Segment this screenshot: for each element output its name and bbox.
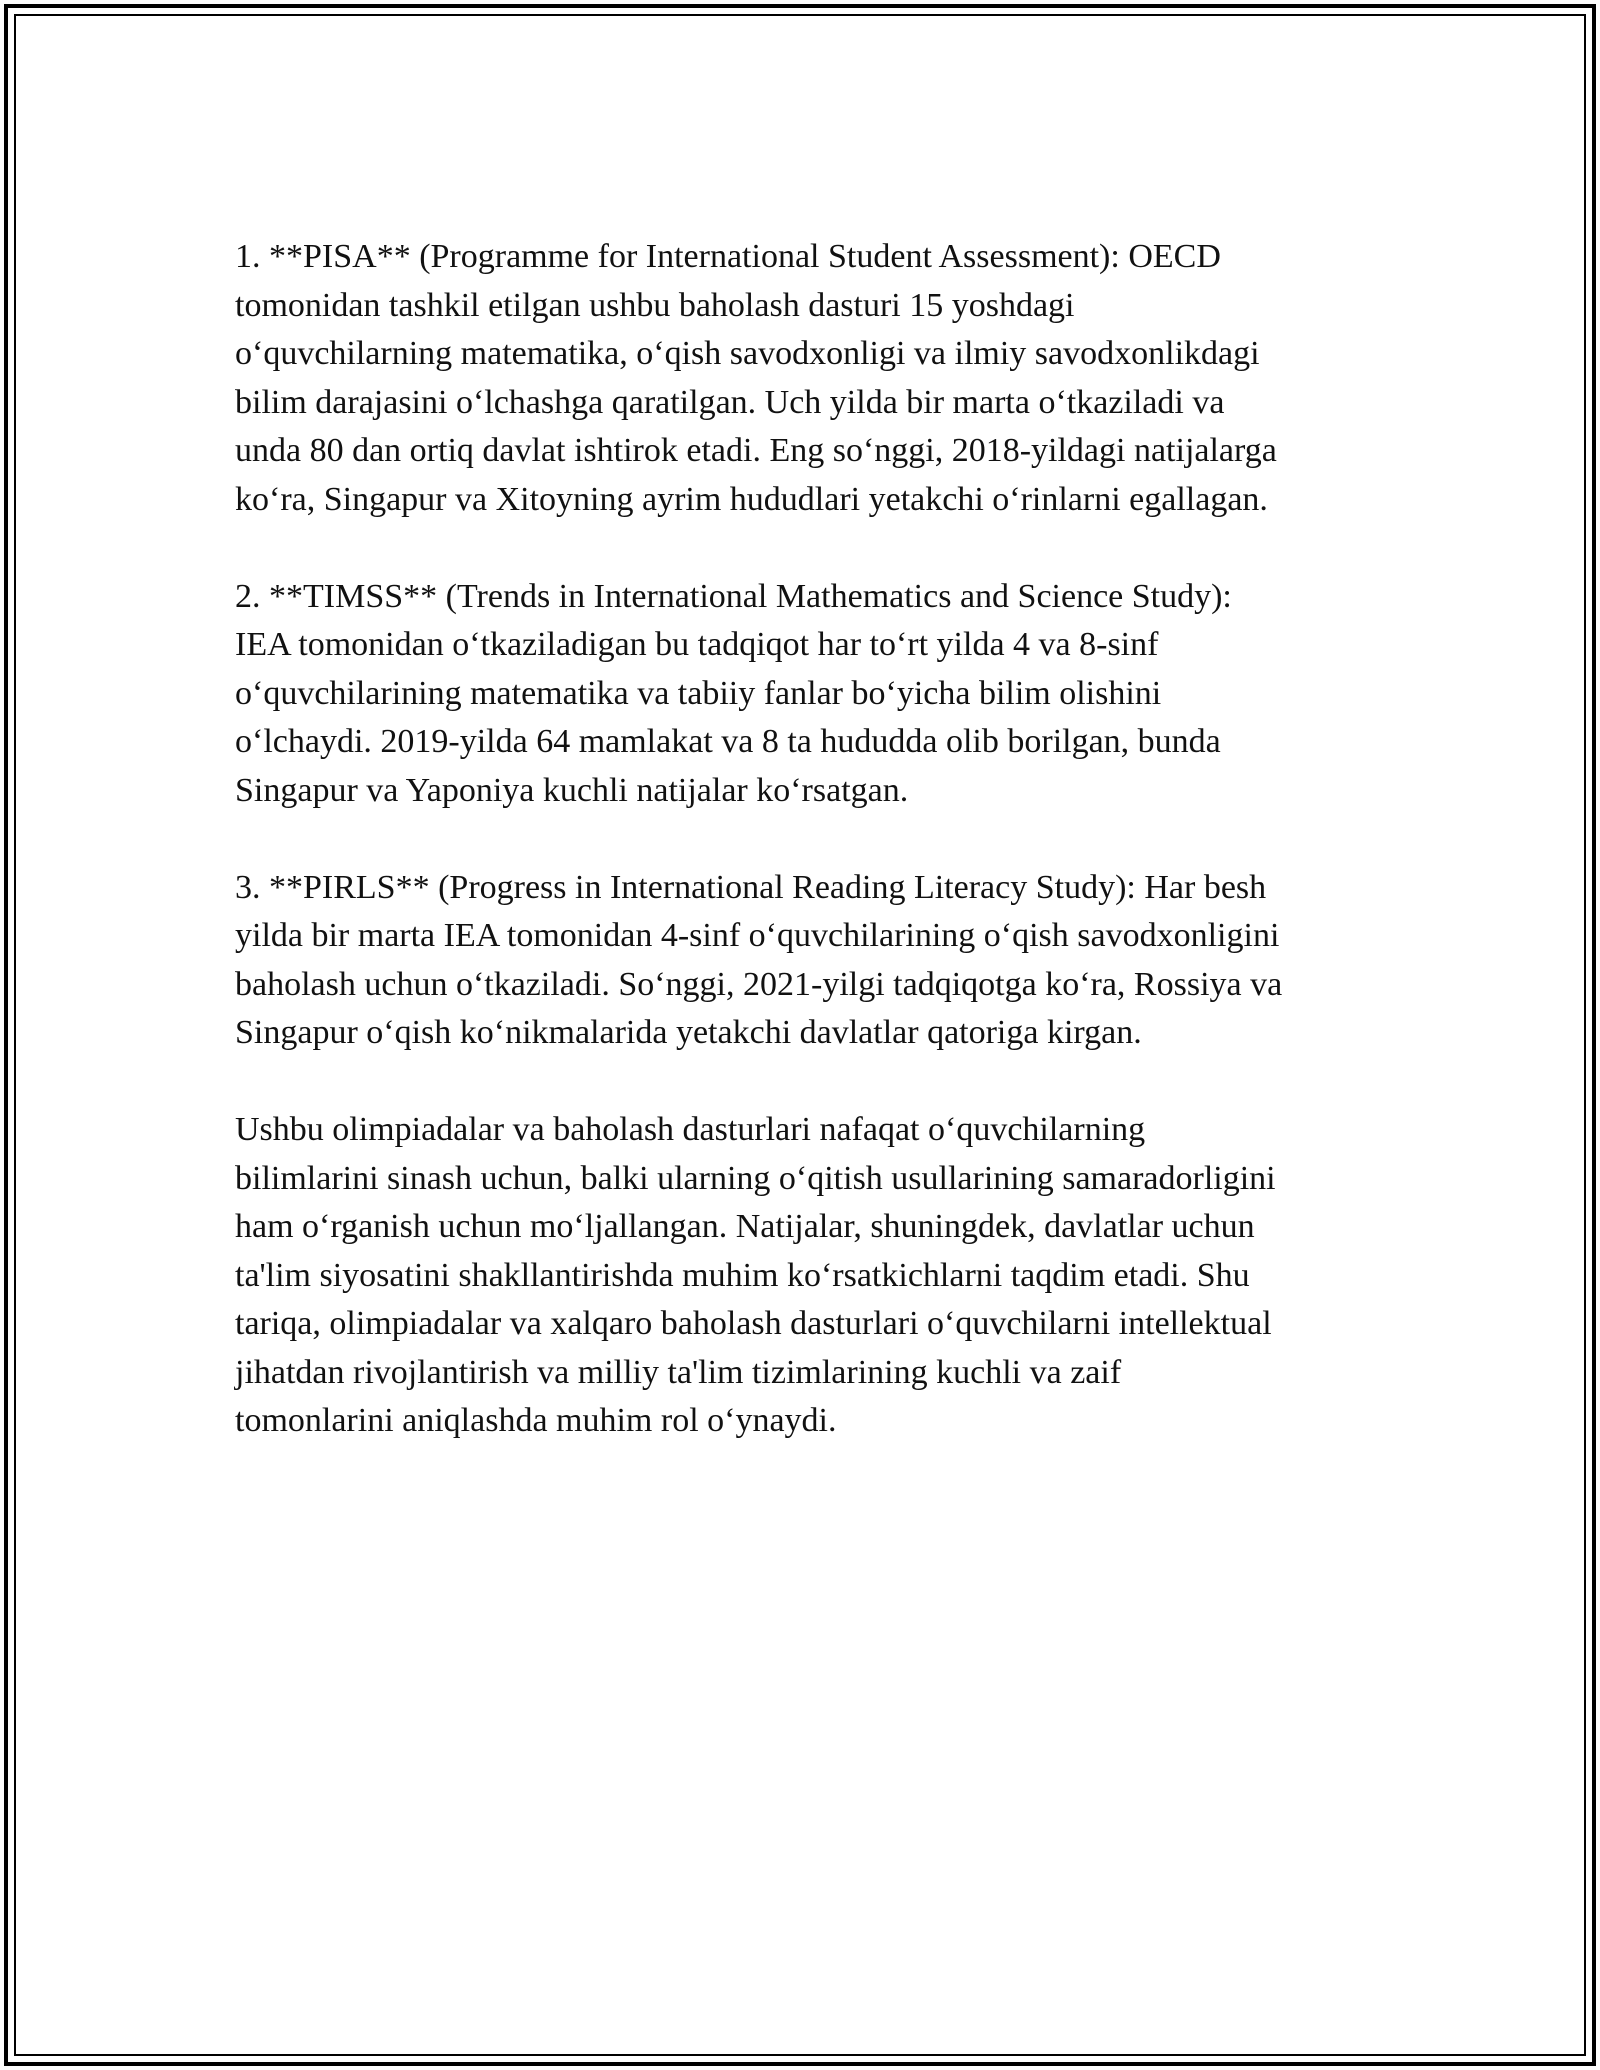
text-line: tomonidan tashkil etilgan ushbu baholash dasturi 15 yoshdagi xyxy=(235,286,1075,324)
text-line: 1. **PISA** (Programme for International Student Assessment): OECD xyxy=(235,238,1221,275)
text-line: IEA tomonidan o‘tkaziladigan bu tadqiqot har to‘rt yilda 4 va 8-sinf xyxy=(235,626,1159,663)
text-line: o‘lchaydi. 2019-yilda 64 mamlakat va 8 ta hududda olib borilgan, bunda xyxy=(235,723,1221,760)
text-line: Singapur o‘qish ko‘nikmalarida yetakchi davlatlar qatoriga kirgan. xyxy=(235,1014,1142,1051)
text-line: o‘quvchilarning matematika, o‘qish savodxonligi va ilmiy savodxonlikdagi xyxy=(235,335,1260,372)
text-line: Singapur va Yaponiya kuchli natijalar ko‘rsatgan. xyxy=(235,771,909,809)
text-line: tomonlarini aniqlashda muhim rol o‘ynaydi. xyxy=(235,1402,837,1439)
paragraph-timss xyxy=(235,573,1385,816)
text-line: jihatdan rivojlantirish va milliy ta'lim tizimlarining kuchli va zaif xyxy=(235,1353,1122,1391)
text-line: ta'lim siyosatini shakllantirishda muhim ko‘rsatkichlarni taqdim etadi. Shu xyxy=(235,1256,1250,1294)
text-line: bilim darajasini o‘lchashga qaratilgan. Uch yilda bir marta o‘tkaziladi va xyxy=(235,383,1225,421)
paragraph-pisa xyxy=(235,233,1385,524)
text-line: ko‘ra, Singapur va Xitoyning ayrim hududlari yetakchi o‘rinlarni egallagan. xyxy=(235,480,1268,518)
text-line: 2. **TIMSS** (Trends in International Mathematics and Science Study): xyxy=(235,577,1232,615)
paragraph-pirls xyxy=(235,864,1385,1058)
text-line: 3. **PIRLS** (Progress in International Reading Literacy Study): Har besh xyxy=(235,868,1267,906)
text-line: bilimlarini sinash uchun, balki ularning o‘qitish usullarining samaradorligini xyxy=(235,1159,1276,1197)
text-line: unda 80 dan ortiq davlat ishtirok etadi. Eng so‘nggi, 2018-yildagi natijalarga xyxy=(235,432,1277,469)
text-line: baholash uchun o‘tkaziladi. So‘nggi, 2021-yilgi tadqiqotga ko‘ra, Rossiya va xyxy=(235,965,1283,1003)
text-line: Ushbu olimpiadalar va baholash dasturlari nafaqat o‘quvchilarning xyxy=(235,1111,1146,1148)
document-body xyxy=(235,233,1385,1446)
text-line: ham o‘rganish uchun mo‘ljallangan. Natijalar, shuningdek, davlatlar uchun xyxy=(235,1208,1255,1245)
text-line: tariqa, olimpiadalar va xalqaro baholash dasturlari o‘quvchilarni intellektual xyxy=(235,1305,1272,1342)
text-line: yilda bir marta IEA tomonidan 4-sinf o‘quvchilarining o‘qish savodxonligini xyxy=(235,917,1280,954)
text-line: o‘quvchilarining matematika va tabiiy fanlar bo‘yicha bilim olishini xyxy=(235,674,1162,712)
paragraph-conclusion xyxy=(235,1106,1385,1446)
